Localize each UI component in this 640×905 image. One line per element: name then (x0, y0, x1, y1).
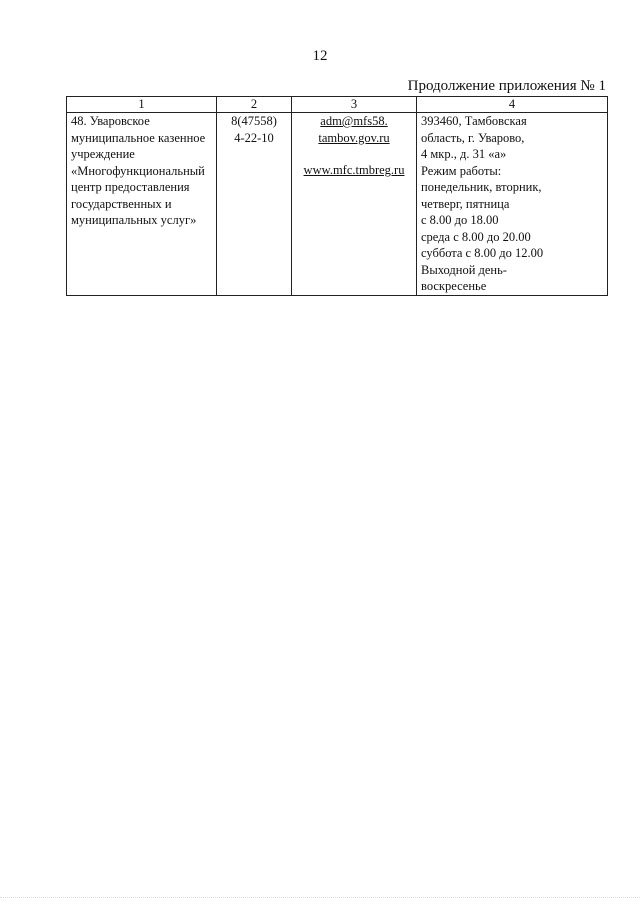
phone-cell (217, 113, 292, 296)
appendix-continuation-note: Продолжение приложения № 1 (407, 78, 606, 94)
institution-name-line: муниципальных услуг» (71, 213, 197, 227)
institution-name-line: «Многофункциональный (71, 163, 205, 178)
page-number: 12 (312, 48, 328, 64)
email-link-part[interactable]: adm@mfs58. (320, 114, 388, 128)
column-header-3: 3 (292, 97, 417, 113)
scan-edge-artifact (0, 897, 640, 899)
appendix-table (66, 96, 608, 296)
table-header-row (67, 97, 608, 113)
schedule-line: Выходной день- (421, 262, 507, 277)
contacts-cell (292, 113, 417, 296)
email-link-part[interactable]: tambov.gov.ru (318, 130, 390, 145)
address-line: 4 мкр., д. 31 «а» (421, 147, 507, 161)
address-schedule-cell (417, 113, 608, 296)
table-row (67, 113, 608, 296)
phone-code: 8(47558) (231, 114, 277, 128)
schedule-line: суббота с 8.00 до 12.00 (421, 246, 544, 260)
schedule-line: Режим работы: (421, 163, 502, 178)
schedule-line: воскресенье (421, 279, 487, 293)
institution-name-line: учреждение (71, 147, 135, 161)
contacts-spacer (296, 146, 412, 162)
column-header-4: 4 (417, 97, 608, 113)
website-link[interactable]: www.mfc.tmbreg.ru (303, 163, 405, 177)
schedule-line: среда с 8.00 до 20.00 (421, 229, 531, 244)
institution-name-line: центр предоставления (71, 180, 190, 194)
phone-number: 4-22-10 (234, 130, 274, 145)
schedule-line: понедельник, вторник, (421, 180, 542, 194)
institution-name-cell (67, 113, 217, 296)
schedule-line: с 8.00 до 18.00 (421, 213, 499, 227)
institution-name-line: государственных и (71, 196, 172, 211)
column-header-2: 2 (217, 97, 292, 113)
institution-name-line: 48. Уваровское (71, 114, 150, 128)
schedule-line: четверг, пятница (421, 196, 510, 211)
institution-name-line: муниципальное казенное (71, 130, 206, 145)
address-line: область, г. Уварово, (421, 130, 525, 145)
column-header-1: 1 (67, 97, 217, 113)
address-line: 393460, Тамбовская (421, 114, 527, 128)
